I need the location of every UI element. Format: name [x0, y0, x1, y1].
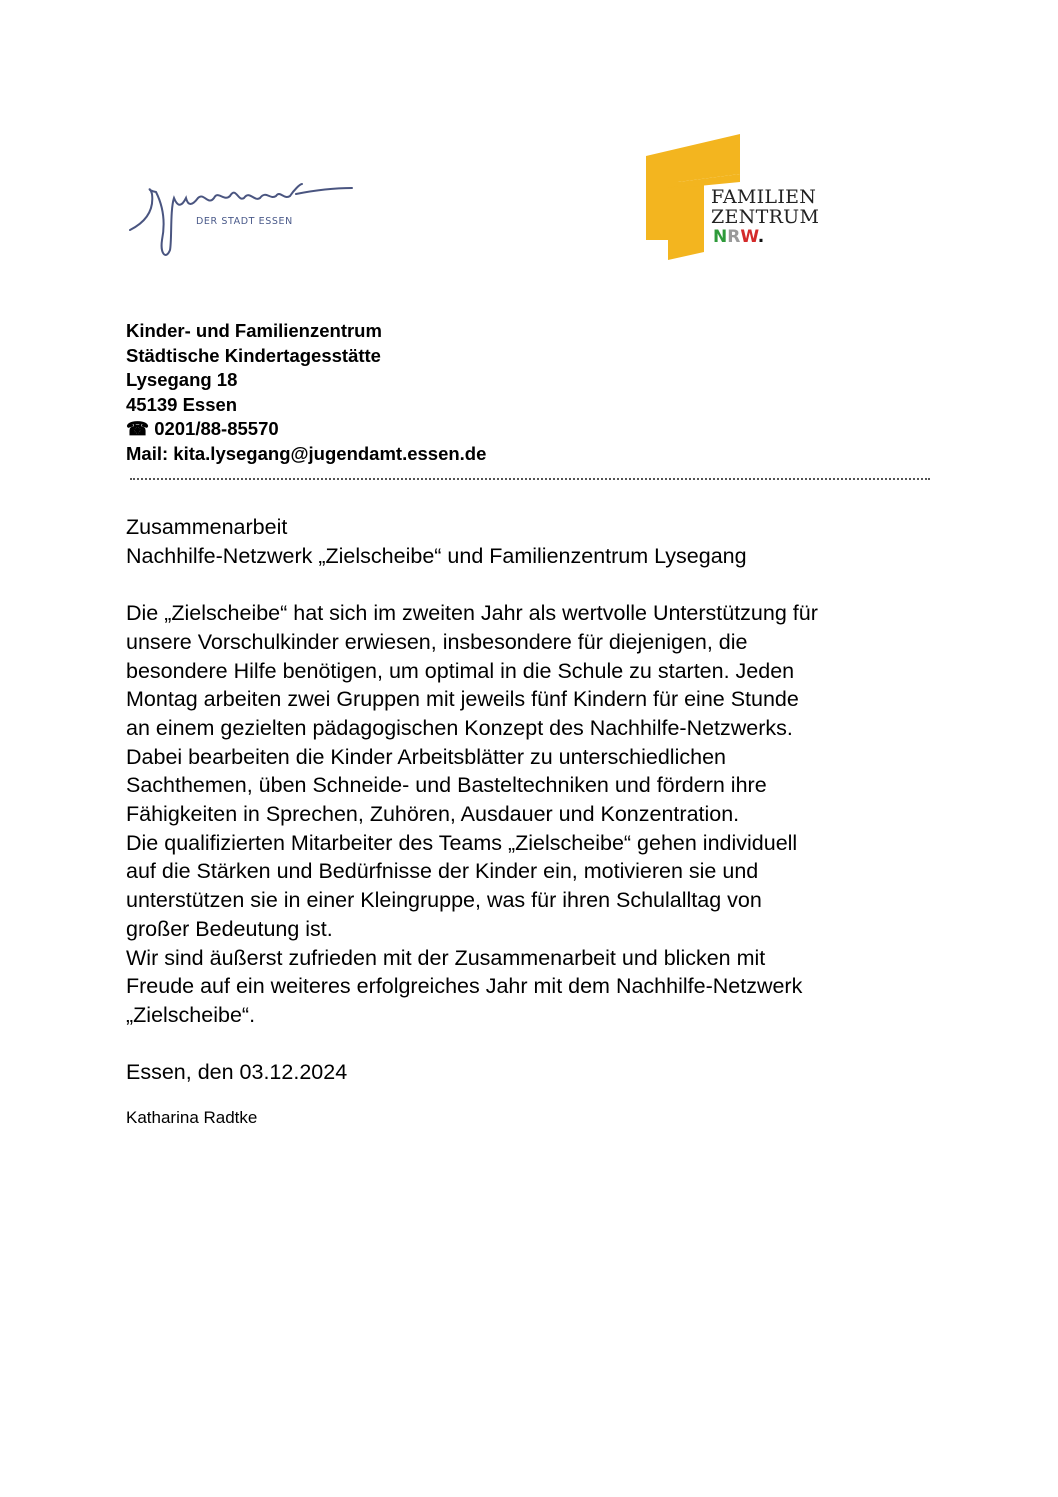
- date-line: Essen, den 03.12.2024: [126, 1060, 348, 1085]
- street: Lysegang 18: [126, 369, 238, 391]
- body-line: unsere Vorschulkinder erwiesen, insbesondere für diejenigen, die: [126, 629, 748, 654]
- body-line: großer Bedeutung ist.: [126, 916, 333, 941]
- body-line: Wir sind äußerst zufrieden mit der Zusammenarbeit und blicken mit: [126, 945, 766, 970]
- body-line: unterstützen sie in einer Kleingruppe, was für ihren Schulalltag von: [126, 888, 762, 913]
- subject-line-1: Zusammenarbeit: [126, 515, 288, 539]
- email-line: Mail: kita.lysegang@jugendamt.essen.de: [126, 442, 487, 464]
- body-line: Die „Zielscheibe“ hat sich im zweiten Jahr als wertvolle Unterstützung für: [126, 601, 818, 626]
- body-line: an einem gezielten pädagogischen Konzept des Nachhilfe-Netzwerks.: [126, 715, 793, 740]
- body-line: Montag arbeiten zwei Gruppen mit jeweils fünf Kindern für eine Stunde: [126, 687, 799, 712]
- letter-body: [126, 599, 818, 1030]
- body-line: Die qualifizierten Mitarbeiter des Teams „Zielscheibe“ gehen individuell: [126, 830, 798, 855]
- city: 45139 Essen: [126, 393, 238, 415]
- wordmark-line1: FAMILIEN: [711, 186, 817, 208]
- phone-number: 0201/88-85570: [154, 418, 279, 440]
- body-line: Dabei bearbeiten die Kinder Arbeitsblätter zu unterschiedlichen: [126, 744, 726, 769]
- nrw-mark: [713, 228, 764, 246]
- nrw-w: W: [740, 227, 758, 247]
- body-line: Sachthemen, üben Schneide- und Basteltechniken und fördern ihre: [126, 773, 767, 798]
- org-type: Städtische Kindertagesstätte: [126, 344, 381, 366]
- body-line: „Zielscheibe“.: [126, 1002, 256, 1027]
- jugendamt-subtitle: DER STADT ESSEN: [196, 216, 293, 227]
- sender-address: [126, 319, 486, 467]
- org-name: Kinder- und Familienzentrum: [126, 320, 382, 341]
- subject-line-2: Nachhilfe-Netzwerk „Zielscheibe“ und Familienzentrum Lysegang: [126, 543, 747, 568]
- body-line: Fähigkeiten in Sprechen, Zuhören, Ausdauer und Konzentration.: [126, 802, 740, 827]
- nrw-dot: .: [757, 227, 765, 247]
- body-line: Freude auf ein weiteres erfolgreiches Jahr mit dem Nachhilfe-Netzwerk: [126, 974, 803, 999]
- nrw-n: N: [713, 227, 728, 247]
- letter-content: [126, 513, 818, 1087]
- phone-icon: ☎: [126, 418, 150, 440]
- jugendamt-logo: [126, 180, 361, 265]
- nrw-r: R: [727, 227, 741, 247]
- signature-name: Katharina Radtke: [126, 1108, 258, 1127]
- familienzentrum-logo: [642, 130, 822, 265]
- dotted-divider: [130, 478, 930, 480]
- familienzentrum-wordmark: [711, 187, 819, 227]
- body-line: auf die Stärken und Bedürfnisse der Kinder ein, motivieren sie und: [126, 859, 759, 884]
- phone-line: [126, 417, 486, 442]
- body-line: besondere Hilfe benötigen, um optimal in die Schule zu starten. Jeden: [126, 658, 795, 683]
- wordmark-line2: ZENTRUM: [711, 206, 820, 228]
